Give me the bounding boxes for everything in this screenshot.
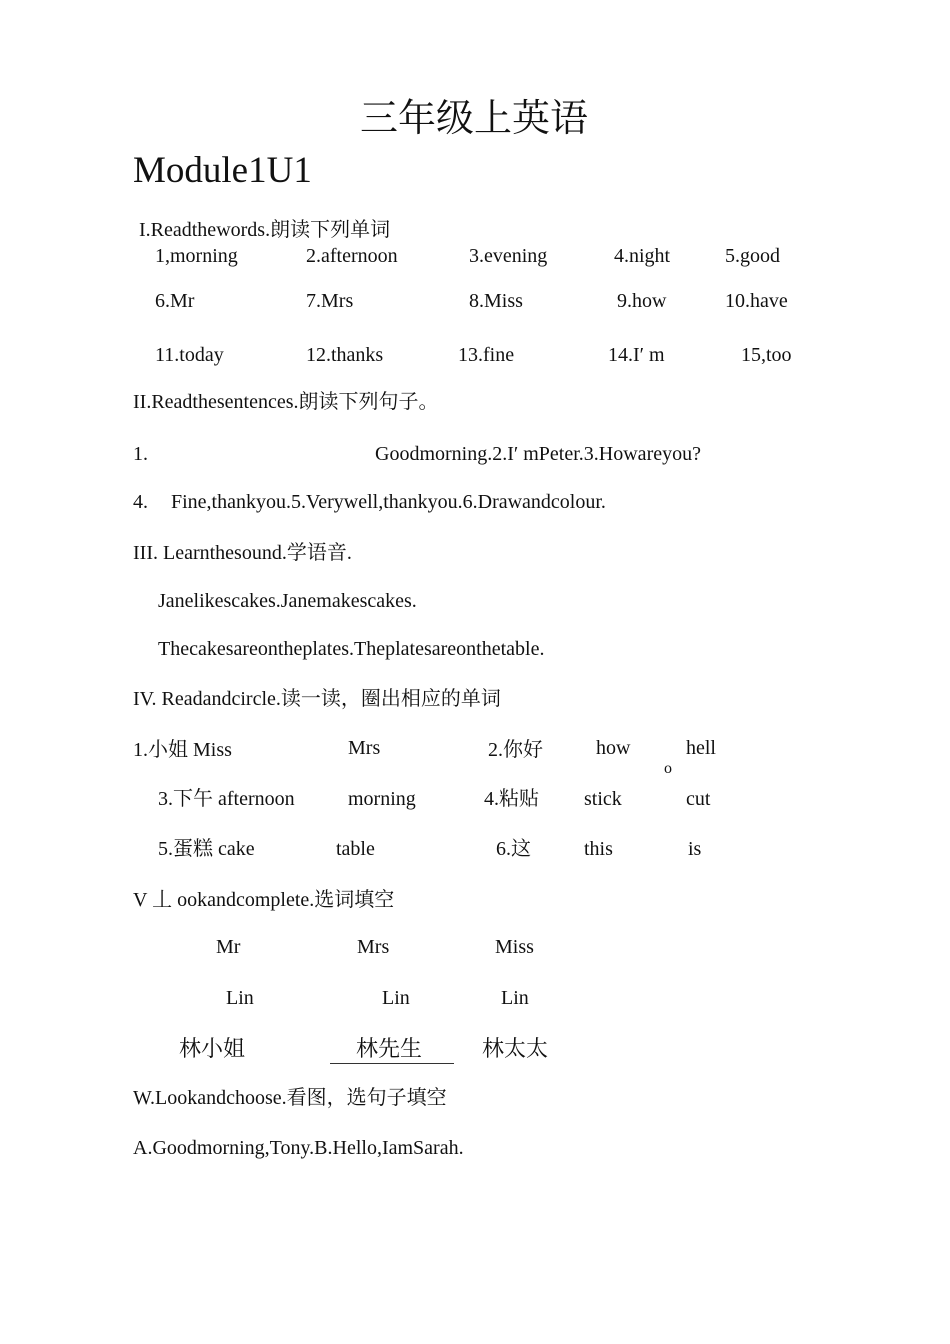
word-item: 3.evening: [469, 245, 548, 267]
chinese-title: 林小姐: [179, 1036, 246, 1061]
circle-option: how: [596, 737, 631, 759]
circle-item: 5.蛋糕 cake: [158, 838, 255, 860]
word-item: 14.I′ m: [608, 344, 665, 366]
word-item: 7.Mrs: [306, 290, 354, 312]
name-word: Lin: [382, 987, 410, 1009]
chinese-title: 林太太: [482, 1036, 549, 1061]
circle-option: Mrs: [348, 737, 381, 759]
sentence-line: Fine,thankyou.5.Verywell,thankyou.6.Drawandcolour.: [171, 491, 606, 513]
circle-option: is: [688, 838, 702, 860]
section-4-heading: IV. Readandcircle.读一读，圈出相应的单词: [133, 688, 501, 710]
module-heading: Module1U1: [133, 150, 312, 191]
chinese-title-answer: 林先生: [330, 1036, 454, 1064]
title-word: Mr: [216, 936, 241, 958]
circle-item: 1.小姐 Miss: [133, 739, 232, 761]
title-word: Mrs: [357, 936, 390, 958]
section-5-heading: V 丄 ookandcomplete.选词填空: [133, 889, 395, 911]
sound-line: Janelikescakes.Janemakescakes.: [158, 590, 417, 612]
word-item: 13.fine: [458, 344, 515, 366]
circle-option: this: [584, 838, 613, 860]
circle-option: table: [336, 838, 375, 860]
section-6-heading: W.Lookandchoose.看图，选句子填空: [133, 1087, 447, 1109]
word-item: 8.Miss: [469, 290, 523, 312]
circle-option: morning: [348, 788, 416, 810]
word-item: 11.today: [155, 344, 224, 366]
section-2-heading: II.Readthesentences.朗读下列句子。: [133, 391, 439, 413]
name-word: Lin: [501, 987, 529, 1009]
section-3-heading: III. Learnthesound.学语音.: [133, 542, 352, 564]
circle-option: stick: [584, 788, 622, 810]
word-item: 9.how: [617, 290, 667, 312]
circle-item: 6.这: [496, 838, 531, 860]
sentence-number: 4.: [133, 491, 148, 513]
word-item: 10.have: [725, 290, 788, 312]
word-item: 6.Mr: [155, 290, 195, 312]
word-item: 2.afternoon: [306, 245, 398, 267]
circle-option-fragment: o: [664, 760, 672, 777]
name-word: Lin: [226, 987, 254, 1009]
circle-item: 2.你好: [488, 739, 543, 761]
circle-item: 4.粘贴: [484, 788, 539, 810]
word-item: 1,morning: [155, 245, 238, 267]
word-item: 15,too: [741, 344, 792, 366]
sentence-number: 1.: [133, 443, 148, 465]
word-item: 4.night: [614, 245, 671, 267]
circle-option: hell: [686, 737, 716, 759]
word-item: 5.good: [725, 245, 780, 267]
circle-item: 3.下午 afternoon: [158, 788, 295, 810]
sentence-line: Goodmorning.2.I′ mPeter.3.Howareyou?: [375, 443, 701, 465]
page-title: 三年级上英语: [360, 98, 589, 140]
sound-line: Thecakesareontheplates.Theplatesareonthetable.: [158, 638, 545, 660]
circle-option: cut: [686, 788, 711, 810]
choice-options: A.Goodmorning,Tony.B.Hello,IamSarah.: [133, 1137, 464, 1159]
word-item: 12.thanks: [306, 344, 384, 366]
title-word: Miss: [495, 936, 534, 958]
section-1-heading: I.Readthewords.朗读下列单词: [139, 219, 391, 241]
